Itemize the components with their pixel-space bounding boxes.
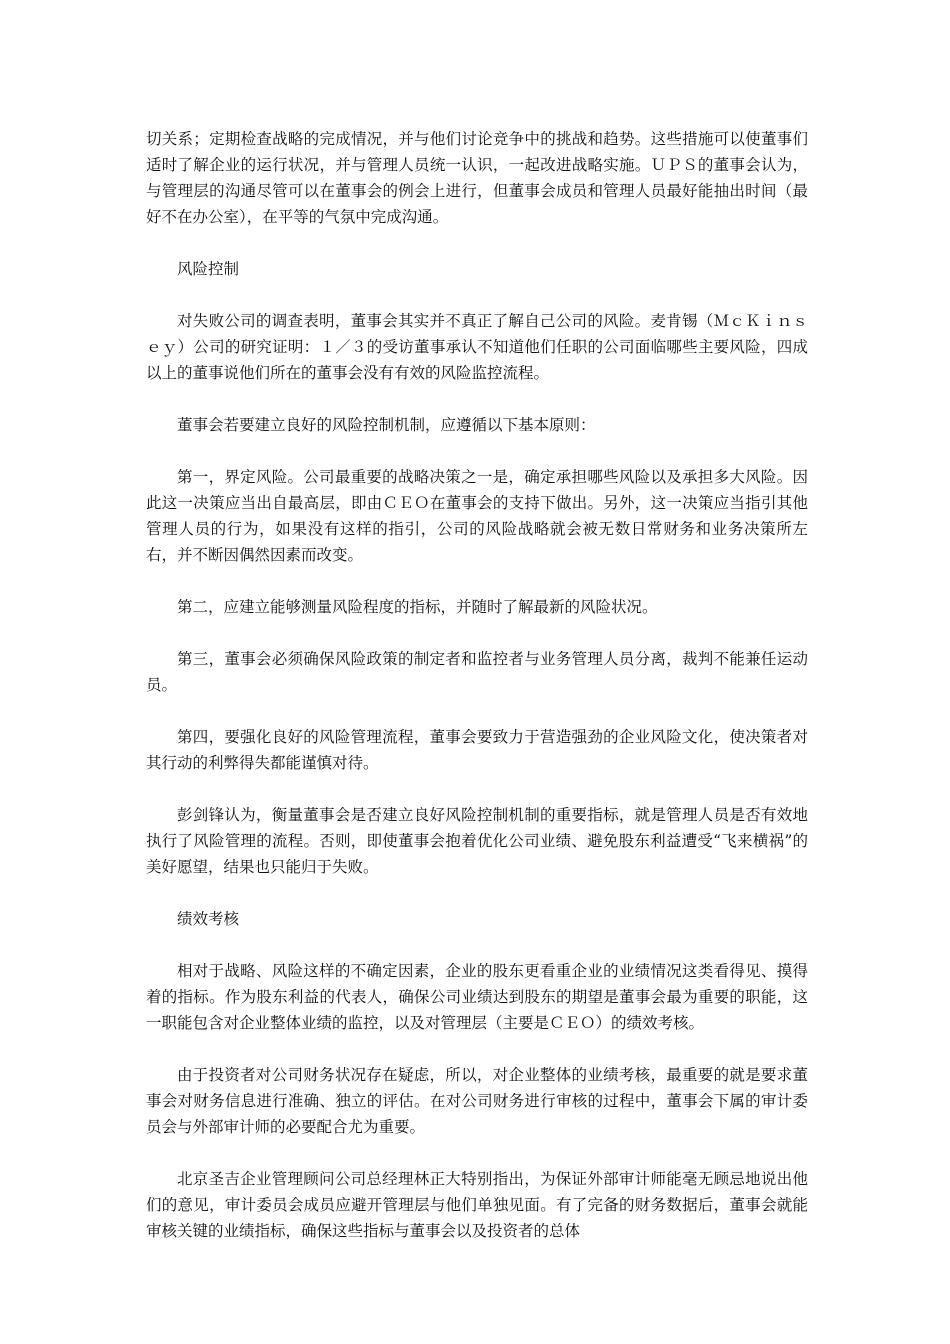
paragraph-principle-one: 第一，界定风险。公司最重要的战略决策之一是，确定承担哪些风险以及承担多大风险。因此这一决策应当出自最高层，即由ＣＥＯ在董事会的支持下做出。另外，这一决策应当指引其他管理人员的行为，如果没有这样的指引，公司的风险战略就会被无数日常财务和业务决策所左右，并不断因偶然因素而改变。: [146, 468, 808, 564]
paragraph-lin-zhengda: 北京圣吉企业管理顾问公司总经理林正大特别指出，为保证外部审计师能毫无顾忌地说出他们的意见，审计委员会成员应避开管理层与他们单独见面。有了完备的财务数据后，董事会就能审核关键的业绩指标，确保这些指标与董事会以及投资者的总体: [146, 1170, 808, 1240]
paragraph-risk-survey: 对失败公司的调查表明，董事会其实并不真正了解自己公司的风险。麦肯锡（ＭｃＫｉｎｓｅｙ）公司的研究证明：１／３的受访董事承认不知道他们任职的公司面临哪些主要风险，四成以上的董事说他们所在的董事会没有有效的风险监控流程。: [146, 312, 808, 382]
paragraph-principle-two: 第二，应建立能够测量风险程度的指标，并随时了解最新的风险状况。: [177, 598, 658, 616]
paragraph-risk-principles-intro: 董事会若要建立良好的风险控制机制，应遵循以下基本原则：: [177, 416, 596, 434]
paragraph-strategy-communication: 切关系；定期检查战略的完成情况，并与他们讨论竞争中的挑战和趋势。这些措施可以使董事们适时了解企业的运行状况，并与管理人员统一认识，一起改进战略实施。ＵＰＳ的董事会认为，与管理层的沟通尽管可以在董事会的例会上进行，但董事会成员和管理人员最好能抽出时间（最好不在办公室），在平等的气氛中完成沟通。: [146, 130, 808, 226]
paragraph-performance-intro: 相对于战略、风险这样的不确定因素，企业的股东更看重企业的业绩情况这类看得见、摸得着的指标。作为股东利益的代表人，确保公司业绩达到股东的期望是董事会最为重要的职能，这一职能包含对企业整体业绩的监控，以及对管理层（主要是ＣＥＯ）的绩效考核。: [146, 962, 808, 1032]
section-heading-risk-control: 风险控制: [177, 260, 240, 278]
paragraph-financial-assessment: 由于投资者对公司财务状况存在疑虑，所以，对企业整体的业绩考核，最重要的就是要求董事会对财务信息进行准确、独立的评估。在对公司财务进行审核的过程中，董事会下属的审计委员会与外部审计师的必要配合尤为重要。: [146, 1066, 808, 1136]
paragraph-principle-three: 第三，董事会必须确保风险政策的制定者和监控者与业务管理人员分离，裁判不能兼任运动员。: [146, 650, 808, 694]
document-body: [146, 126, 808, 1270]
section-heading-performance: 绩效考核: [177, 910, 240, 928]
paragraph-principle-four: 第四，要强化良好的风险管理流程，董事会要致力于营造强劲的企业风险文化，使决策者对其行动的利弊得失都能谨慎对待。: [146, 728, 808, 772]
paragraph-peng-jianfeng: 彭剑锋认为，衡量董事会是否建立良好风险控制机制的重要指标，就是管理人员是否有效地执行了风险管理的流程。否则，即使董事会抱着优化公司业绩、避免股东利益遭受“飞来横祸”的美好愿望，结果也只能归于失败。: [146, 806, 808, 876]
